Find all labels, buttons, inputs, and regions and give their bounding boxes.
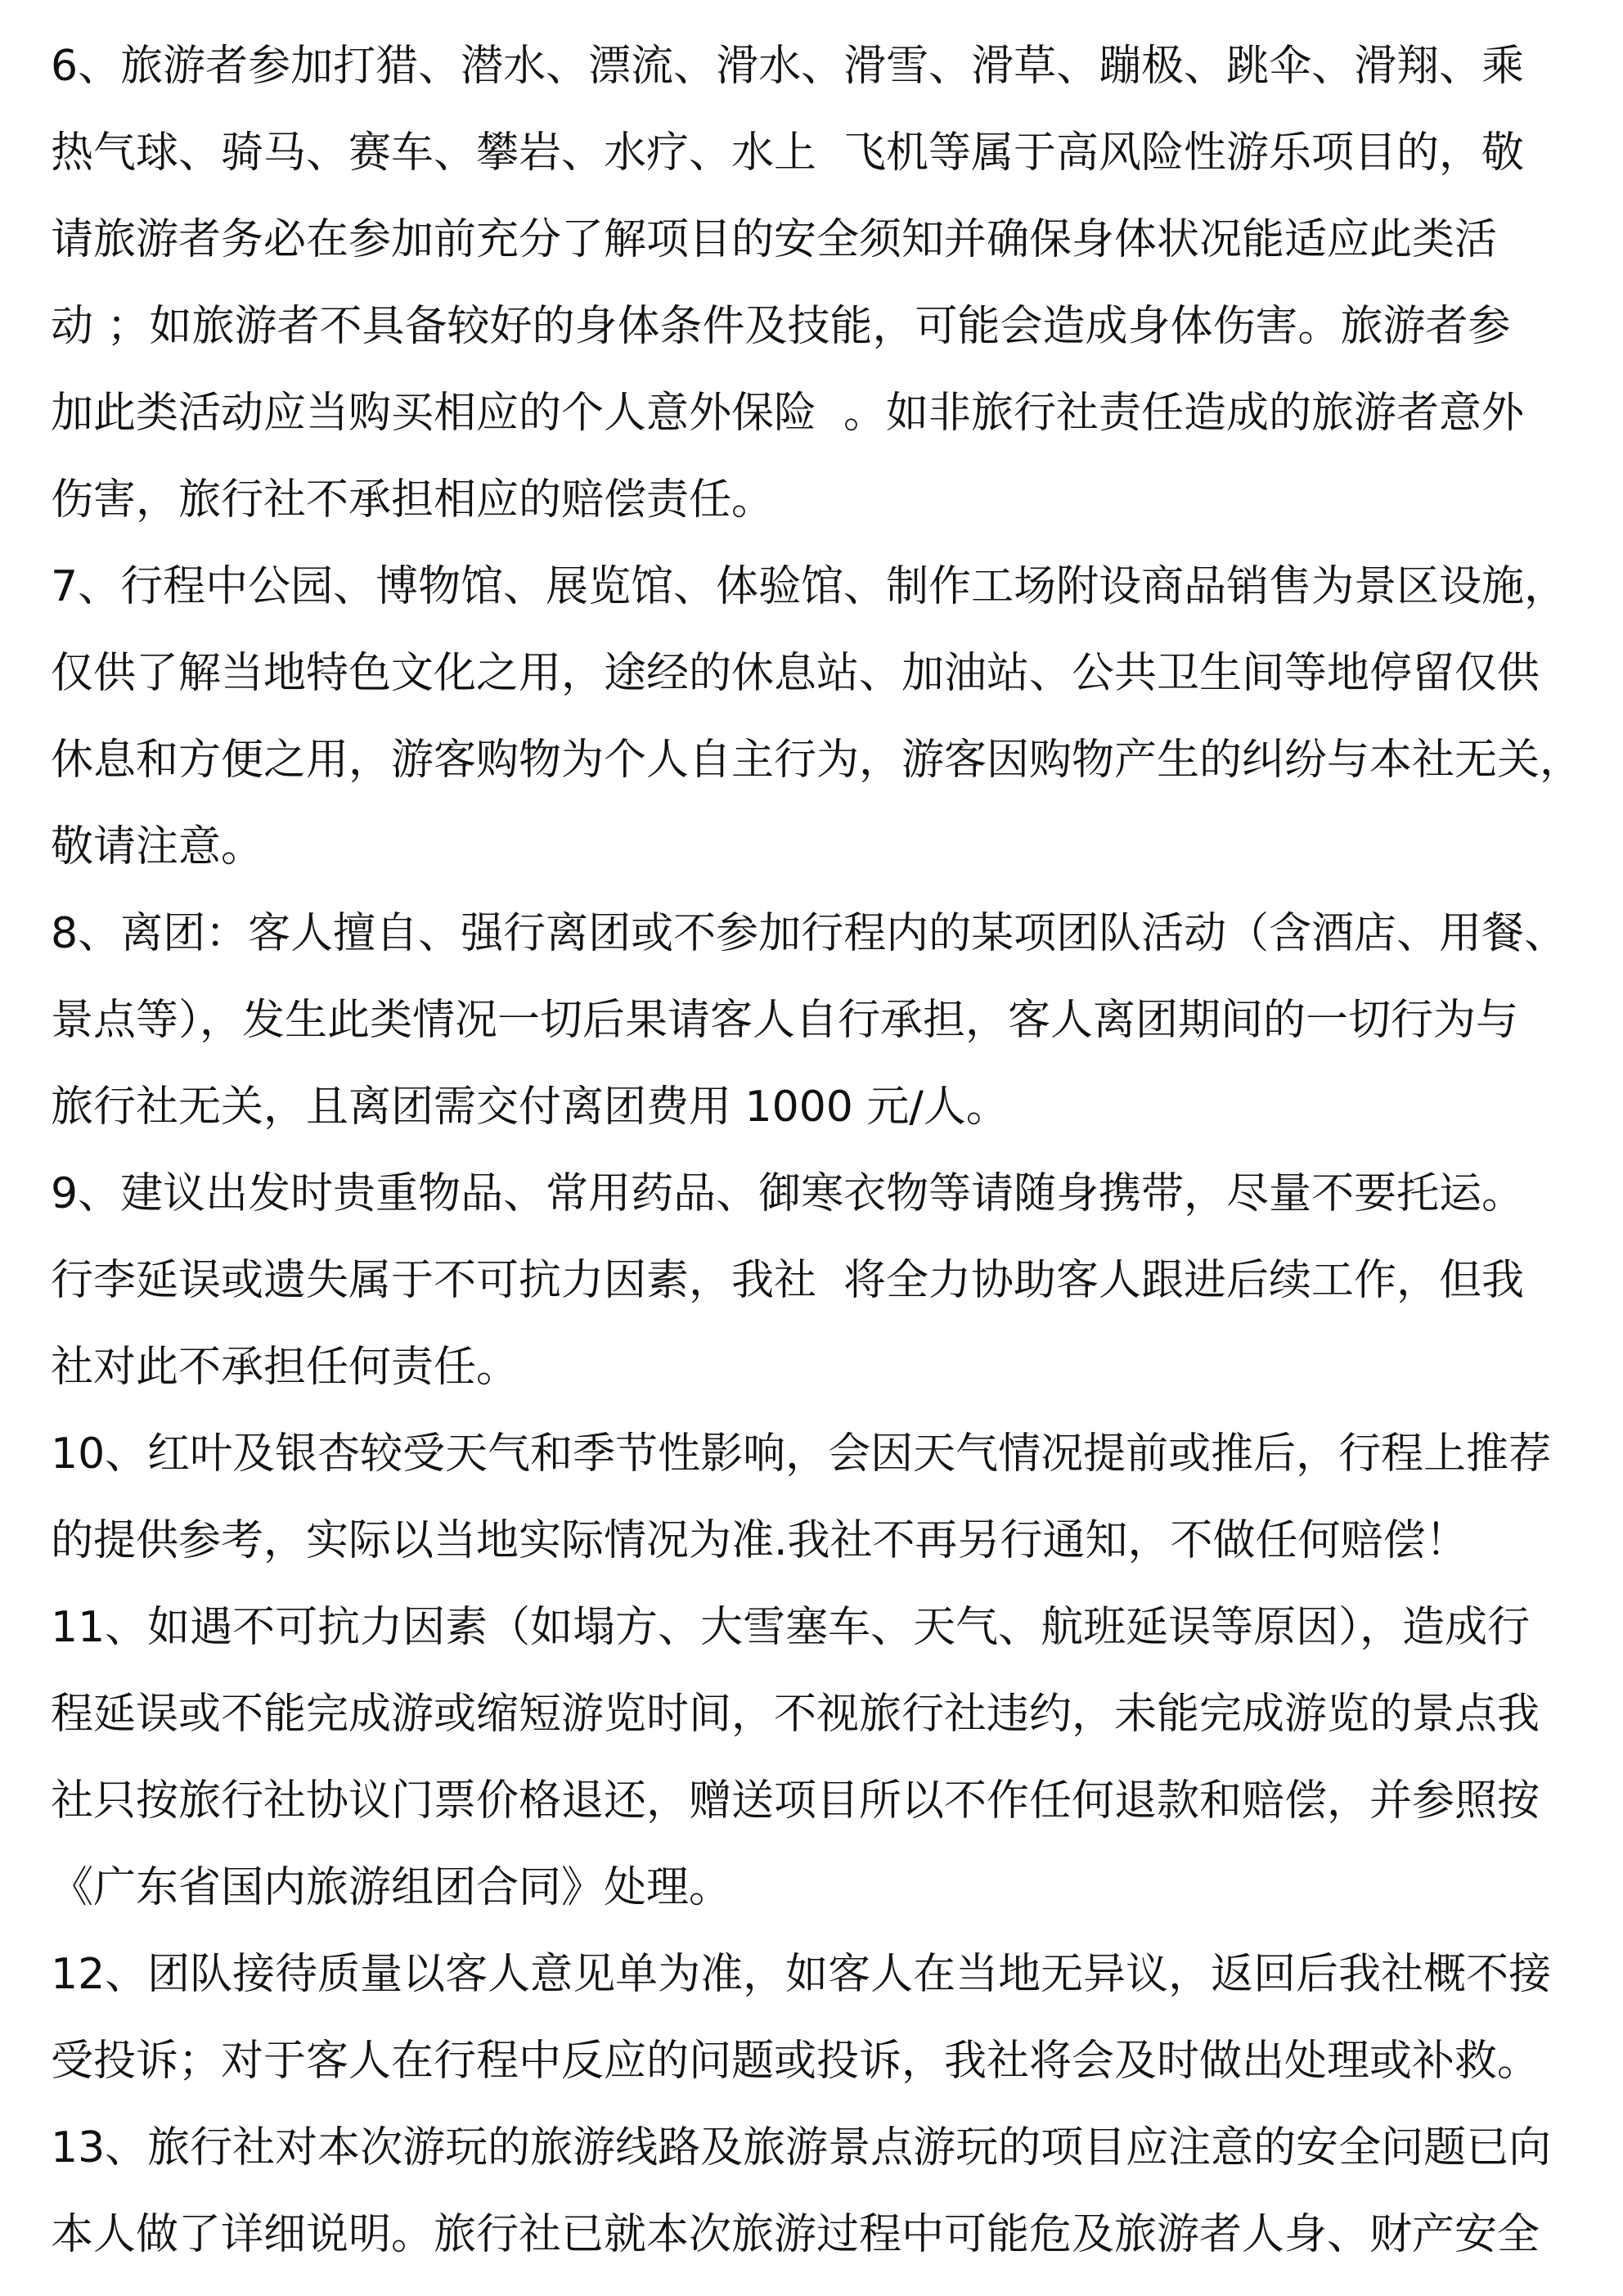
text-line-13: 旅行社无关，且离团需交付离团费用 1000 元/人。 (51, 1083, 1009, 1132)
text-line-21: 社只按旅行社协议门票价格退还，赠送项目所以不作任何退款和赔偿，并参照按 (51, 1776, 1540, 1826)
text-line-3: 请旅游者务必在参加前充分了解项目的安全须知并确保身体状况能适应此类活 (51, 215, 1498, 264)
text-line-4: 动 ；如旅游者不具备较好的身体条件及技能，可能会造成身体伤害。旅游者参 (51, 302, 1511, 351)
text-line-8: 仅供了解当地特色文化之用，途经的休息站、加油站、公共卫生间等地停留仅供 (51, 649, 1540, 698)
text-line-22: 《广东省国内旅游组团合同》处理。 (51, 1863, 732, 1912)
text-line-16: 社对此不承担任何责任。 (51, 1343, 519, 1392)
text-line-6: 伤害，旅行社不承担相应的赔偿责任。 (51, 475, 775, 524)
text-line-20: 程延误或不能完成游或缩短游览时间，不视旅行社违约，未能完成游览的景点我 (51, 1690, 1540, 1739)
text-line-19: 11、如遇不可抗力因素（如塌方、大雪塞车、天气、航班延误等原因），造成行 (51, 1603, 1531, 1652)
text-line-11: 8、离团：客人擅自、强行离团或不参加行程内的某项团队活动（含酒店、用餐、 (51, 909, 1567, 958)
text-line-25: 13、旅行社对本次游玩的旅游线路及旅游景点游玩的项目应注意的安全问题已向 (51, 2123, 1552, 2172)
document-body (51, 23, 1582, 2278)
text-line-7: 7、行程中公园、博物馆、展览馆、体验馆、制作工场附设商品销售为景区设施， (51, 562, 1567, 611)
text-line-14: 9、建议出发时贵重物品、常用药品、御寒衣物等请随身携带，尽量不要托运。 (51, 1169, 1525, 1218)
text-line-26: 本人做了详细说明。旅行社已就本次旅游过程中可能危及旅游者人身、财产安全 (51, 2210, 1540, 2259)
text-line-12: 景点等），发生此类情况一切后果请客人自行承担，客人离团期间的一切行为与 (51, 996, 1519, 1045)
text-line-10: 敬请注意。 (51, 822, 264, 871)
text-line-5: 加此类活动应当购买相应的个人意外保险 。如非旅行社责任造成的旅游者意外 (51, 389, 1525, 438)
text-line-18: 的提供参考，实际以当地实际情况为准.我社不再另行通知，不做任何赔偿！ (51, 1516, 1468, 1565)
text-line-2: 热气球、骑马、赛车、攀岩、水疗、水上 飞机等属于高风险性游乐项目的，敬 (51, 128, 1525, 178)
text-line-17: 10、红叶及银杏较受天气和季节性影响，会因天气情况提前或推后，行程上推荐 (51, 1429, 1552, 1479)
text-line-1: 6、旅游者参加打猎、潜水、漂流、滑水、滑雪、滑草、蹦极、跳伞、滑翔、乘 (51, 42, 1525, 91)
text-line-24: 受投诉；对于客人在行程中反应的问题或投诉，我社将会及时做出处理或补救。 (51, 2037, 1540, 2086)
text-line-15: 行李延误或遗失属于不可抗力因素，我社 将全力协助客人跟进后续工作，但我 (51, 1256, 1525, 1305)
text-line-23: 12、团队接待质量以客人意见单为准，如客人在当地无异议，返回后我社概不接 (51, 1950, 1552, 1999)
text-line-9: 休息和方便之用，游客购物为个人自主行为，游客因购物产生的纠纷与本社无关， (51, 736, 1582, 785)
